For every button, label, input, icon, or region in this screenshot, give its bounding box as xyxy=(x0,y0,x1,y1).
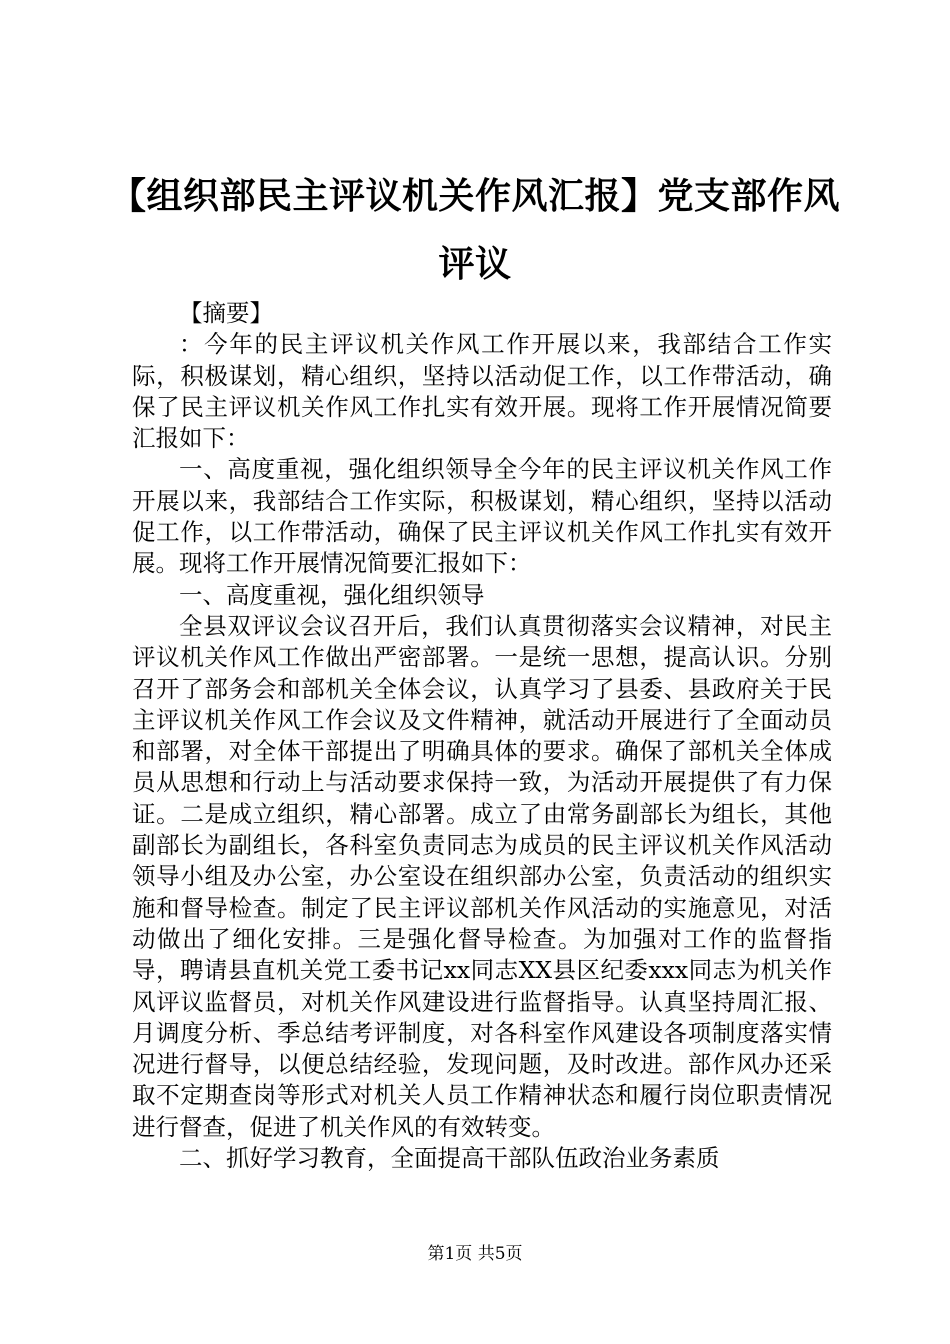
document-body xyxy=(132,298,832,1174)
abstract-label: 【摘要】 xyxy=(179,299,273,327)
section-heading-one: 一、高度重视，强化组织领导 xyxy=(179,580,485,609)
page-footer: 第1页 共5页 xyxy=(427,1244,523,1264)
paragraph-section-one-detail: 全县双评议会议召开后，我们认真贯彻落实会议精神，对民主评议机关作风工作做出严密部署。一是统一思想，提高认识。分别召开了部务会和部机关全体会议，认真学习了县委、县政府关于民主评议机关作风工作会议及文件精神，就活动开展进行了全面动员和部署，对全体干部提出了明确具体的要求。确保了部机关全体成员从思想和行动上与活动要求保持一致，为活动开展提供了有力保证。二是成立组织，精心部署。成立了由常务副部长为组长，其他副部长为副组长，各科室负责同志为成员的民主评议机关作风活动领导小组及办公室，办公室设在组织部办公室，负责活动的组织实施和督导检查。制定了民主评议部机关作风活动的实施意见，对活动做出了细化安排。三是强化督导检查。为加强对工作的监督指导，聘请县直机关党工委书记xx同志XX县区纪委xxx同志为机关作风评议监督员，对机关作风建设进行监督指导。认真坚持周汇报、月调度分析、季总结考评制度，对各科室作风建设各项制度落实情况进行督导，以便总结经验，发现问题，及时改进。部作风办还采取不定期查岗等形式对机关人员工作精神状态和履行岗位职责情况进行督查，促进了机关作风的有效转变。 xyxy=(132,611,832,1141)
paragraph-intro: ：今年的民主评议机关作风工作开展以来，我部结合工作实际，积极谋划，精心组织，坚持以活动促工作，以工作带活动，确保了民主评议机关作风工作扎实有效开展。现将工作开展情况简要汇报如下： xyxy=(132,330,832,453)
document-title: 【组织部民主评议机关作风汇报】党支部作风评议 xyxy=(110,175,841,285)
paragraph-section-one-summary: 一、高度重视，强化组织领导全今年的民主评议机关作风工作开展以来，我部结合工作实际，积极谋划，精心组织，坚持以活动促工作，以工作带活动，确保了民主评议机关作风工作扎实有效开展。现将工作开展情况简要汇报如下： xyxy=(132,455,832,578)
section-heading-two: 二、抓好学习教育，全面提高干部队伍政治业务素质 xyxy=(179,1144,720,1173)
